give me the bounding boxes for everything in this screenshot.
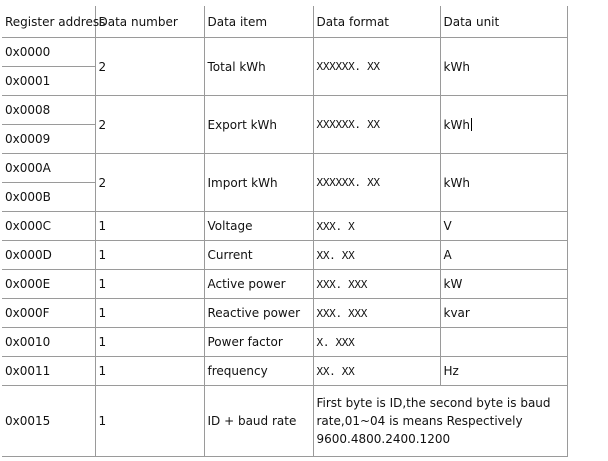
- data-item-cell: Voltage: [204, 212, 313, 241]
- header-data-unit: Data unit: [440, 6, 567, 38]
- data-unit-text: kWh: [443, 117, 470, 132]
- data-item-cell: Active power: [204, 270, 313, 299]
- register-address-cell: 0x0015: [2, 386, 95, 457]
- data-item-cell: Total kWh: [204, 38, 313, 96]
- table-row: [2, 386, 567, 457]
- data-number-cell: 1: [95, 386, 204, 457]
- table-row: [2, 241, 567, 270]
- data-number-cell: 1: [95, 357, 204, 386]
- data-number-cell: 1: [95, 212, 204, 241]
- table-row: [2, 270, 567, 299]
- register-address-cell: 0x0011: [2, 357, 95, 386]
- data-number-cell: 1: [95, 328, 204, 357]
- table-row: [2, 299, 567, 328]
- register-address-cell: 0x0000: [2, 38, 95, 67]
- data-unit-cell-editing[interactable]: [440, 96, 567, 154]
- data-number-cell: 2: [95, 154, 204, 212]
- data-unit-cell: kvar: [440, 299, 567, 328]
- register-table: [2, 6, 568, 457]
- data-item-cell: frequency: [204, 357, 313, 386]
- data-unit-cell: A: [440, 241, 567, 270]
- data-format-cell: XX. XX: [313, 241, 440, 270]
- data-unit-cell: kW: [440, 270, 567, 299]
- data-format-cell: XXXXXX. XX: [313, 96, 440, 154]
- data-number-cell: 1: [95, 299, 204, 328]
- data-unit-cell: kWh: [440, 38, 567, 96]
- data-format-cell: XXX. X: [313, 212, 440, 241]
- register-address-cell: 0x000E: [2, 270, 95, 299]
- header-data-number: Data number: [95, 6, 204, 38]
- data-format-cell: XXXXXX. XX: [313, 38, 440, 96]
- text-caret: [471, 118, 472, 131]
- table-row: [2, 38, 567, 67]
- data-item-cell: Export kWh: [204, 96, 313, 154]
- data-item-cell: ID + baud rate: [204, 386, 313, 457]
- register-address-cell: 0x0001: [2, 67, 95, 96]
- data-format-cell: XXX. XXX: [313, 299, 440, 328]
- data-number-cell: 2: [95, 96, 204, 154]
- register-address-cell: 0x0009: [2, 125, 95, 154]
- data-unit-cell: [440, 328, 567, 357]
- header-data-item: Data item: [204, 6, 313, 38]
- header-row: [2, 6, 567, 38]
- data-number-cell: 1: [95, 270, 204, 299]
- data-item-cell: Import kWh: [204, 154, 313, 212]
- register-address-cell: 0x000A: [2, 154, 95, 183]
- table-row: [2, 96, 567, 125]
- data-format-cell: XX. XX: [313, 357, 440, 386]
- register-address-cell: 0x000F: [2, 299, 95, 328]
- register-address-cell: 0x0010: [2, 328, 95, 357]
- register-address-cell: 0x0008: [2, 96, 95, 125]
- table-row: [2, 212, 567, 241]
- data-number-cell: 2: [95, 38, 204, 96]
- data-unit-cell: V: [440, 212, 567, 241]
- data-format-description-cell: First byte is ID,the second byte is baud rate,01~04 is means Respectively 9600.4800.2400.1200: [313, 386, 567, 457]
- header-register-address: Register address: [2, 6, 95, 38]
- data-format-cell: XXX. XXX: [313, 270, 440, 299]
- table-row: [2, 357, 567, 386]
- data-item-cell: Reactive power: [204, 299, 313, 328]
- register-address-cell: 0x000D: [2, 241, 95, 270]
- data-number-cell: 1: [95, 241, 204, 270]
- register-address-cell: 0x000B: [2, 183, 95, 212]
- data-item-cell: Current: [204, 241, 313, 270]
- data-unit-cell: Hz: [440, 357, 567, 386]
- data-unit-cell: kWh: [440, 154, 567, 212]
- register-address-cell: 0x000C: [2, 212, 95, 241]
- data-format-cell: XXXXXX. XX: [313, 154, 440, 212]
- table-row: [2, 328, 567, 357]
- table-row: [2, 154, 567, 183]
- data-format-cell: X. XXX: [313, 328, 440, 357]
- data-item-cell: Power factor: [204, 328, 313, 357]
- header-data-format: Data format: [313, 6, 440, 38]
